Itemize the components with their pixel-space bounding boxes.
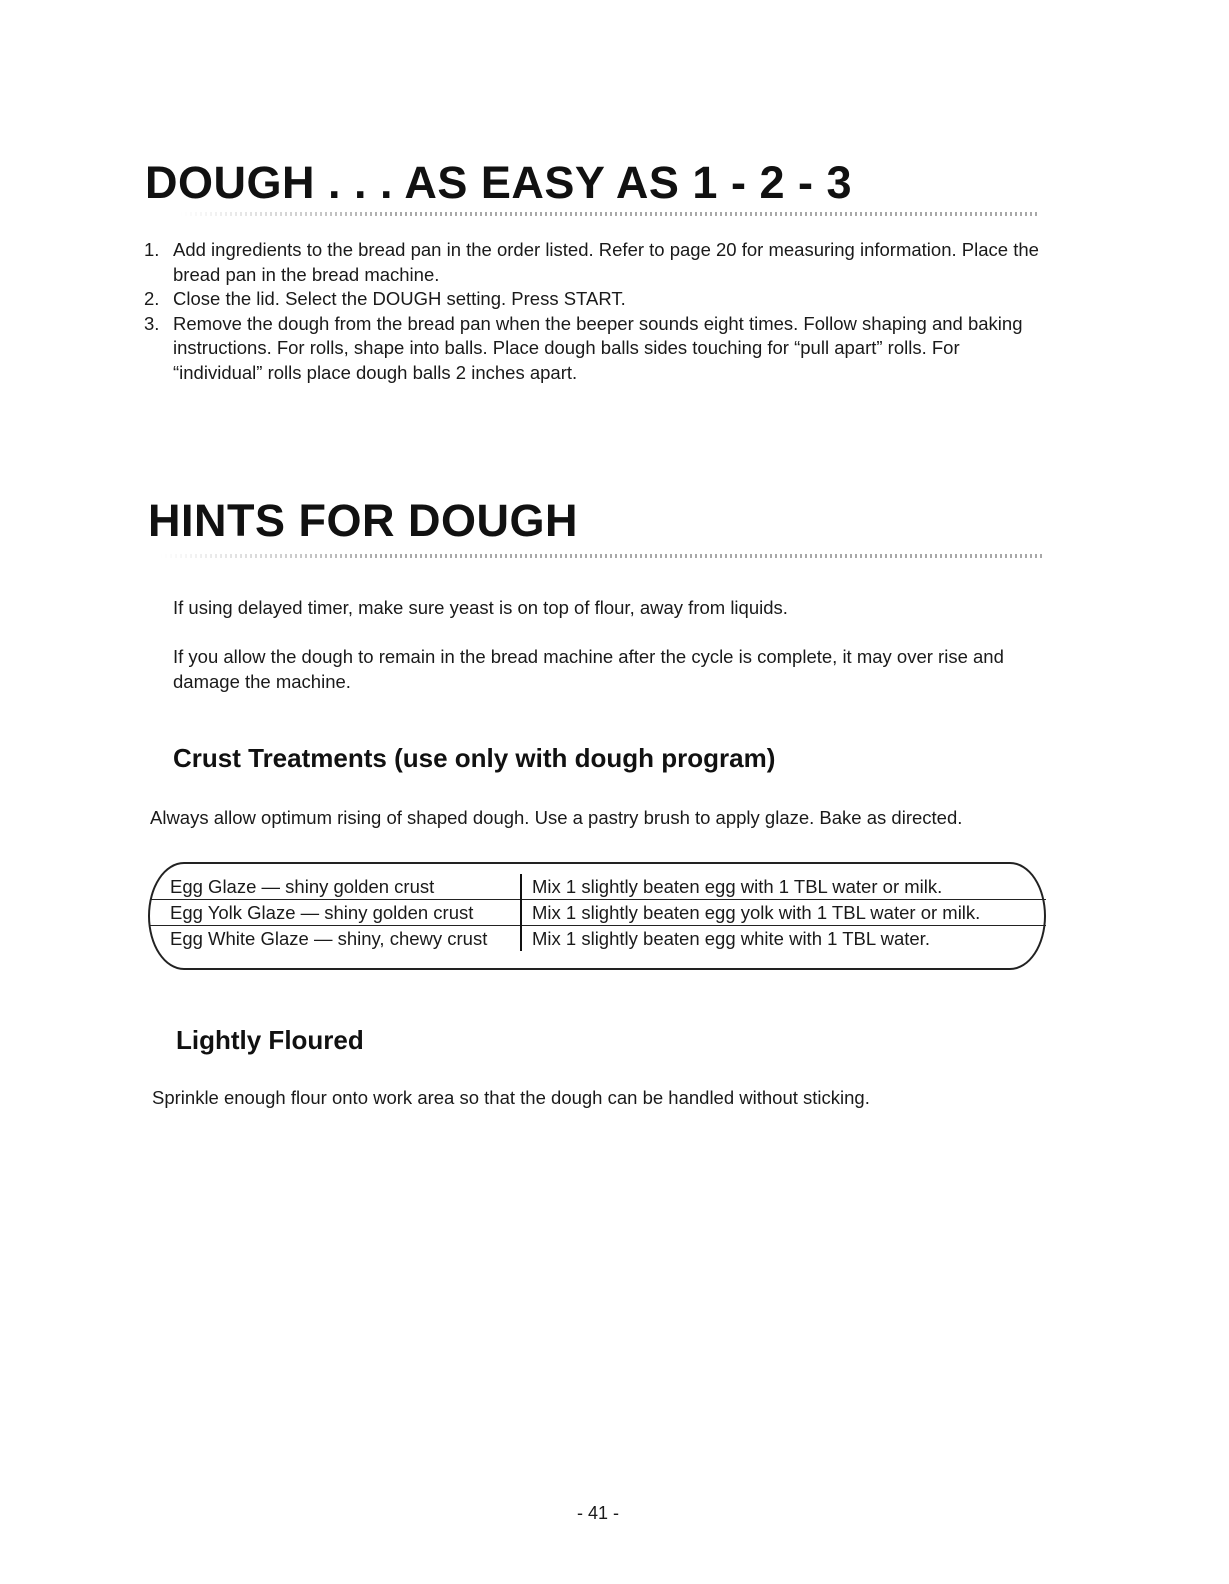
table-row <box>150 900 1046 926</box>
glaze-name: Egg Yolk Glaze — shiny golden crust <box>150 900 521 926</box>
section-title-hints: HINTS FOR DOUGH <box>148 495 578 546</box>
table-row <box>150 874 1046 900</box>
dotted-divider <box>160 554 1045 558</box>
hint-item: If using delayed timer, make sure yeast is on top of flour, away from liquids. <box>173 597 788 618</box>
hint-item: If you allow the dough to remain in the bread machine after the cycle is complete, it may over rise and damage the machine. <box>173 646 1004 692</box>
step-item: 1. Add ingredients to the bread pan in the order listed. Refer to page 20 for measuring information. Place the bread pan in the bread machine. <box>144 239 1039 285</box>
glaze-table <box>150 874 1046 951</box>
step-item: 2. Close the lid. Select the DOUGH setting. Press START. <box>144 288 626 309</box>
step-text: Close the lid. Select the DOUGH setting. Press START. <box>173 288 626 309</box>
crust-treatments-heading: Crust Treatments (use only with dough program) <box>173 743 776 773</box>
step-text: Add ingredients to the bread pan in the order listed. Refer to page 20 for measuring information. Place the bread pan in the bread machine. <box>173 239 1039 285</box>
glaze-method: Mix 1 slightly beaten egg with 1 TBL water or milk. <box>521 874 1046 900</box>
step-text: Remove the dough from the bread pan when the beeper sounds eight times. Follow shaping and baking instructions. For rolls, shape into balls. Place dough balls sides touching for “pull apart” rolls. For “individual” rolls place dough balls 2 inches apart. <box>173 312 1023 383</box>
page-title-dough-steps: DOUGH . . . AS EASY AS 1 - 2 - 3 <box>145 157 852 208</box>
step-item: 3. Remove the dough from the bread pan when the beeper sounds eight times. Follow shaping and baking instructions. For rolls, shape into balls. Place dough balls sides touching for “pull apart” rolls. For “individual” rolls place dough balls 2 inches apart. <box>144 312 1023 383</box>
page-number: - 41 - <box>577 1503 620 1523</box>
glaze-name: Egg White Glaze — shiny, chewy crust <box>150 926 521 952</box>
lightly-floured-heading: Lightly Floured <box>176 1025 364 1055</box>
glaze-method: Mix 1 slightly beaten egg yolk with 1 TBL water or milk. <box>521 900 1046 926</box>
table-row <box>150 926 1046 952</box>
glaze-name: Egg Glaze — shiny golden crust <box>150 874 521 900</box>
lightly-floured-text: Sprinkle enough flour onto work area so that the dough can be handled without sticking. <box>152 1087 870 1108</box>
dotted-divider <box>180 212 1040 216</box>
dough-steps-list <box>144 238 1044 385</box>
glaze-method: Mix 1 slightly beaten egg white with 1 TBL water. <box>521 926 1046 952</box>
crust-intro-text: Always allow optimum rising of shaped dough. Use a pastry brush to apply glaze. Bake as directed. <box>150 807 963 828</box>
